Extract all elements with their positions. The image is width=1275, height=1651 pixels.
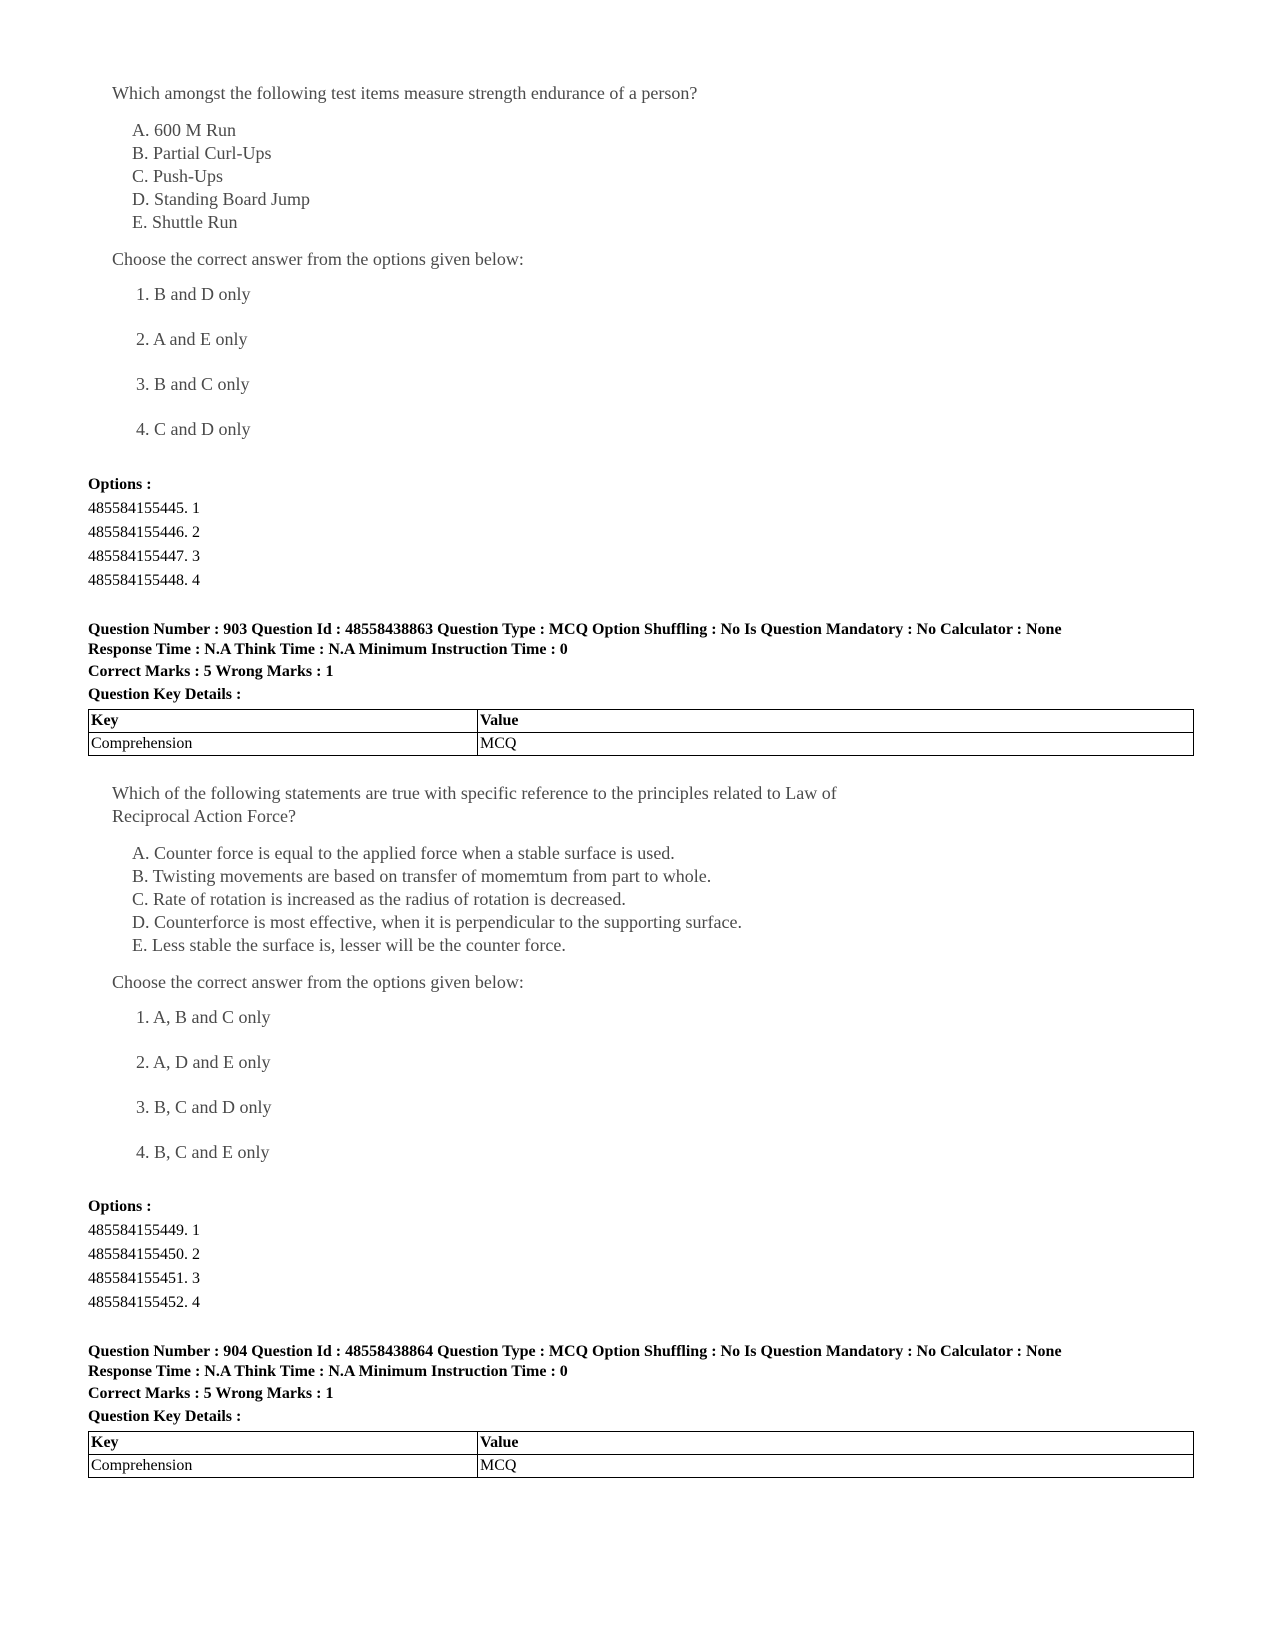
question-meta-line: Response Time : N.A Think Time : N.A Minimum Instruction Time : 0: [88, 1363, 568, 1380]
question-stem: Which of the following statements are true with specific reference to the principles related to Law of: [112, 783, 837, 803]
choose-instruction: Choose the correct answer from the options given below:: [112, 249, 524, 269]
table-header-key: Key: [89, 1432, 478, 1455]
question-903-options: [88, 1195, 200, 1315]
statement-item: B. Twisting movements are based on transfer of momemtum from part to whole.: [132, 866, 712, 886]
answer-list: [136, 283, 697, 463]
answer-choice: 2. A and E only: [136, 329, 248, 349]
question-903-key-details-label: Question Key Details :: [88, 686, 242, 703]
option-item: 485584155450. 2: [88, 1246, 200, 1263]
statement-item: B. Partial Curl-Ups: [132, 143, 272, 163]
table-cell-value: MCQ: [478, 733, 1194, 756]
question-904-meta: [88, 1342, 1188, 1382]
statement-list: [132, 842, 837, 957]
statement-item: C. Rate of rotation is increased as the radius of rotation is decreased.: [132, 889, 626, 909]
statement-item: E. Less stable the surface is, lesser will be the counter force.: [132, 935, 566, 955]
question-stem: Reciprocal Action Force?: [112, 806, 296, 826]
answer-list: [136, 1006, 837, 1186]
table-row: [89, 733, 1194, 756]
table-header-value: Value: [478, 1432, 1194, 1455]
choose-instruction: Choose the correct answer from the options given below:: [112, 972, 524, 992]
option-item: 485584155449. 1: [88, 1222, 200, 1239]
table-header-row: [89, 710, 1194, 733]
option-item: 485584155447. 3: [88, 548, 200, 565]
question-904-marks: Correct Marks : 5 Wrong Marks : 1: [88, 1385, 334, 1402]
answer-choice: 1. B and D only: [136, 284, 251, 304]
question-903-image: [112, 782, 837, 1186]
question-903-meta: [88, 620, 1188, 660]
table-row: [89, 1455, 1194, 1478]
statement-item: E. Shuttle Run: [132, 212, 238, 232]
option-item: 485584155448. 4: [88, 572, 200, 589]
statement-item: D. Standing Board Jump: [132, 189, 310, 209]
question-meta-line: Response Time : N.A Think Time : N.A Minimum Instruction Time : 0: [88, 641, 568, 658]
option-item: 485584155451. 3: [88, 1270, 200, 1287]
option-item: 485584155446. 2: [88, 524, 200, 541]
options-label: Options :: [88, 1198, 152, 1215]
question-stem: Which amongst the following test items measure strength endurance of a person?: [112, 83, 698, 103]
statement-item: A. Counter force is equal to the applied force when a stable surface is used.: [132, 843, 675, 863]
table-cell-key: Comprehension: [89, 1455, 478, 1478]
answer-choice: 4. B, C and E only: [136, 1142, 270, 1162]
table-header-row: [89, 1432, 1194, 1455]
question-903-key-table: [88, 709, 1194, 756]
option-item: 485584155445. 1: [88, 500, 200, 517]
question-meta-line: Question Number : 904 Question Id : 48558438864 Question Type : MCQ Option Shuffling : No Is Question Mandatory : No Calculator : None: [88, 1343, 1062, 1360]
answer-choice: 2. A, D and E only: [136, 1052, 271, 1072]
table-cell-key: Comprehension: [89, 733, 478, 756]
table-cell-value: MCQ: [478, 1455, 1194, 1478]
option-item: 485584155452. 4: [88, 1294, 200, 1311]
question-904-key-details-label: Question Key Details :: [88, 1408, 242, 1425]
answer-choice: 3. B, C and D only: [136, 1097, 272, 1117]
answer-choice: 1. A, B and C only: [136, 1007, 271, 1027]
statement-item: C. Push-Ups: [132, 166, 224, 186]
statement-list: [132, 119, 697, 234]
question-902-image: [112, 82, 697, 463]
question-904-key-table: [88, 1431, 1194, 1478]
table-header-key: Key: [89, 710, 478, 733]
options-label: Options :: [88, 476, 152, 493]
answer-choice: 4. C and D only: [136, 419, 251, 439]
question-meta-line: Question Number : 903 Question Id : 48558438863 Question Type : MCQ Option Shuffling : No Is Question Mandatory : No Calculator : None: [88, 621, 1062, 638]
question-902-options: [88, 473, 200, 593]
statement-item: D. Counterforce is most effective, when it is perpendicular to the supporting surface.: [132, 912, 742, 932]
question-903-marks: Correct Marks : 5 Wrong Marks : 1: [88, 663, 334, 680]
table-header-value: Value: [478, 710, 1194, 733]
statement-item: A. 600 M Run: [132, 120, 237, 140]
answer-choice: 3. B and C only: [136, 374, 250, 394]
